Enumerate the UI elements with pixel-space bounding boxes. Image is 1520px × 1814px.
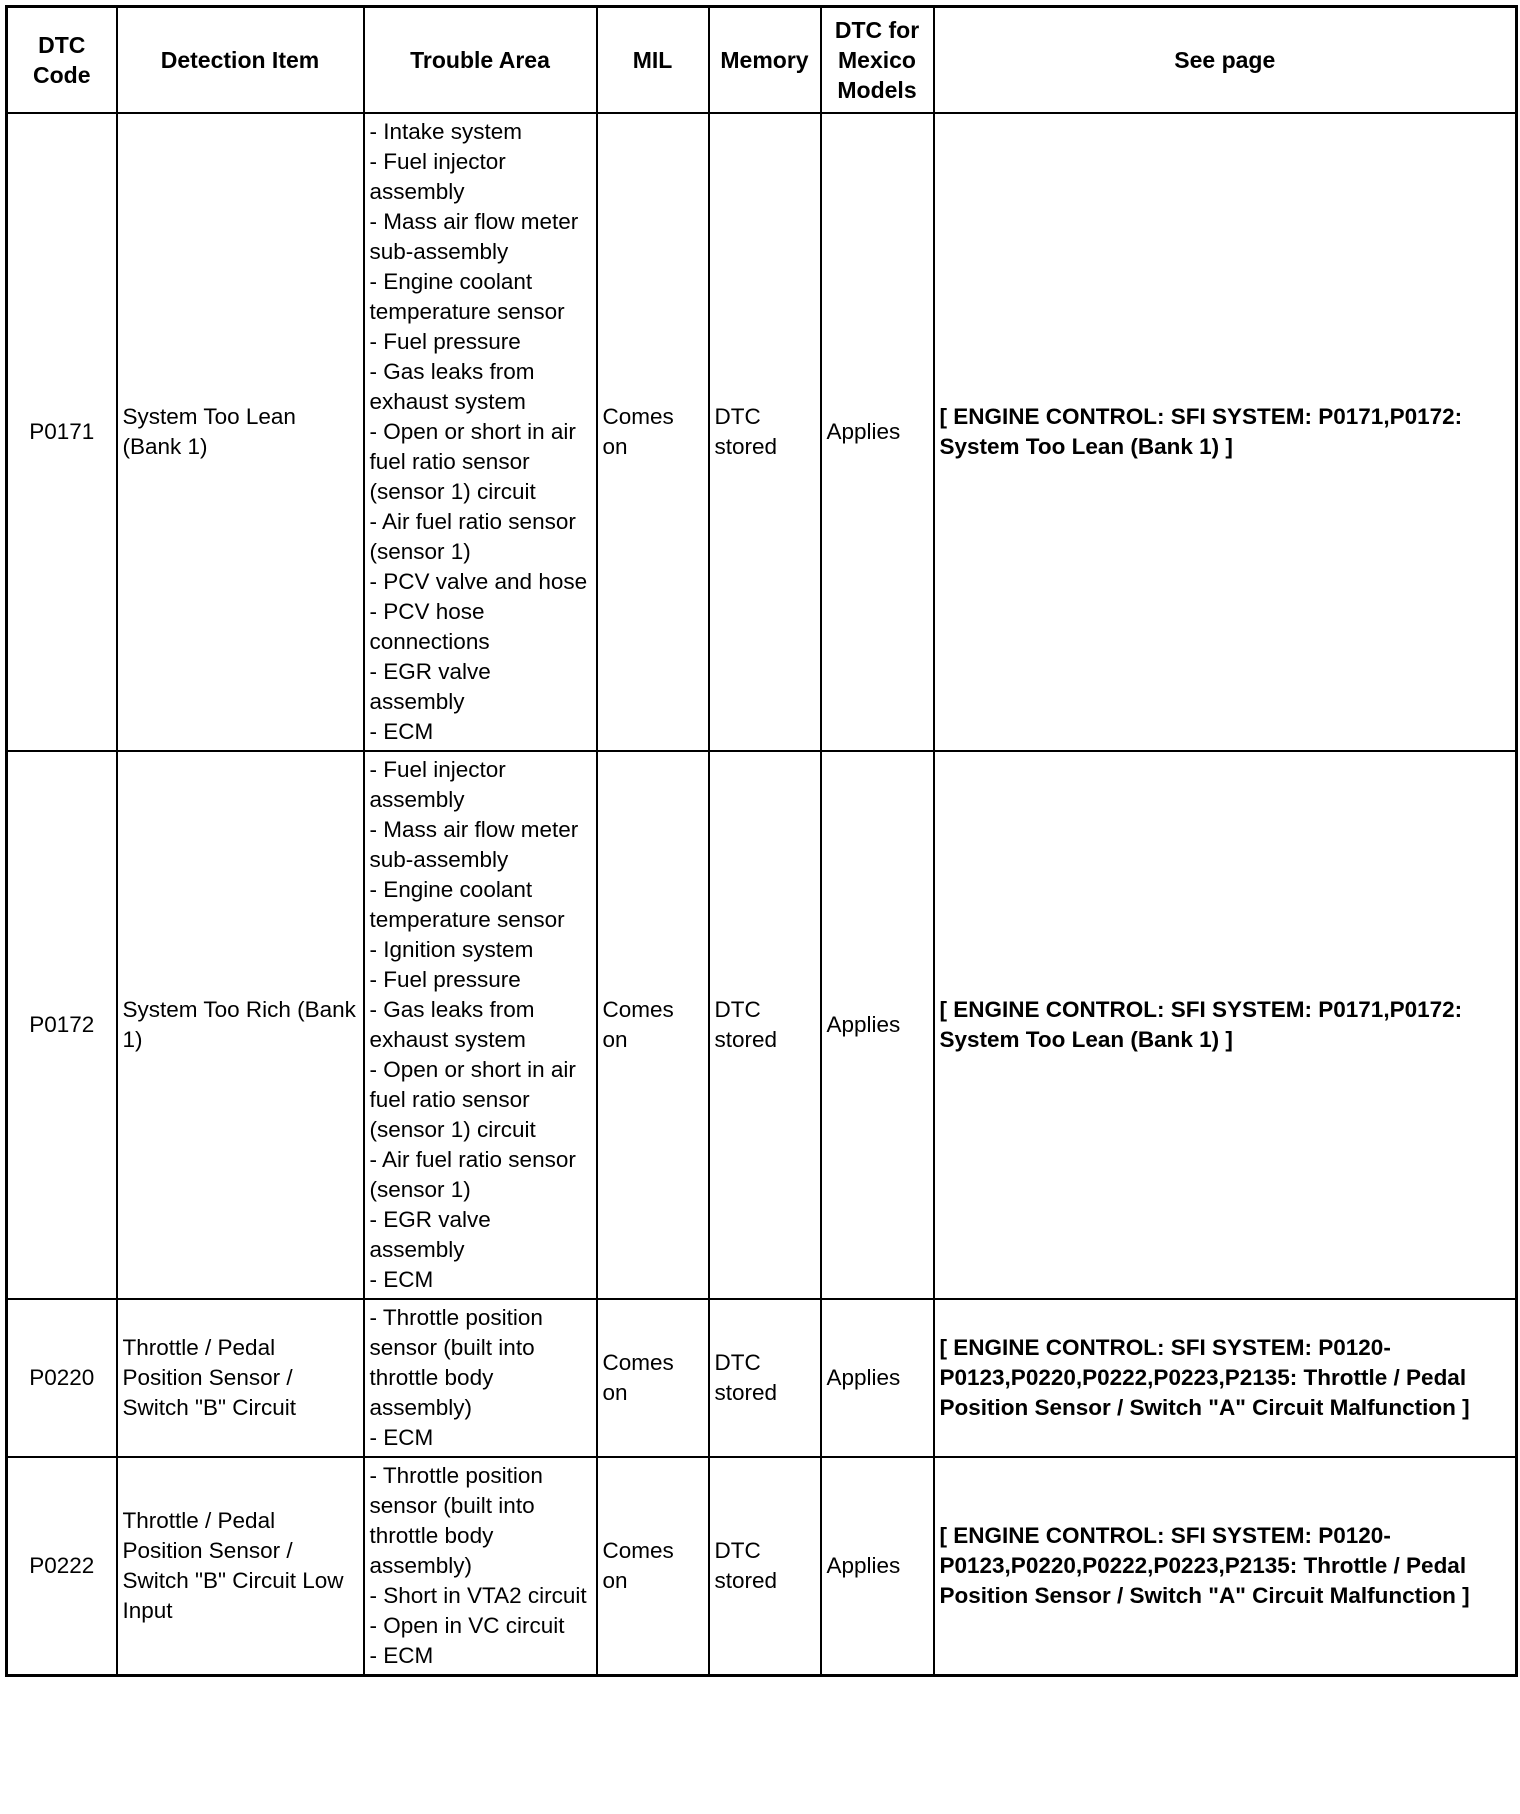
dtc-code-cell: P0222 — [7, 1457, 117, 1676]
dtc-code-cell: P0172 — [7, 751, 117, 1299]
header-detection-item: Detection Item — [117, 7, 364, 114]
trouble-area-item: - Fuel injector assembly — [369, 757, 506, 812]
trouble-area-item: - Open or short in air fuel ratio sensor (sensor 1) circuit — [369, 419, 576, 504]
see-page-link[interactable]: [ ENGINE CONTROL: SFI SYSTEM: P0171,P0172: System Too Lean (Bank 1) ] — [934, 751, 1517, 1299]
trouble-area-item: - ECM — [369, 1643, 434, 1668]
trouble-area-cell — [364, 113, 597, 751]
mexico-cell: Applies — [821, 1457, 934, 1676]
trouble-area-item: - Air fuel ratio sensor (sensor 1) — [369, 1147, 576, 1202]
trouble-area-item: - Mass air flow meter sub-assembly — [369, 209, 579, 264]
mexico-cell: Applies — [821, 751, 934, 1299]
dtc-table — [5, 5, 1518, 1677]
trouble-area-cell — [364, 751, 597, 1299]
header-see-page: See page — [934, 7, 1517, 114]
trouble-area-item: - Open in VC circuit — [369, 1613, 565, 1638]
trouble-area-item: - Fuel pressure — [369, 967, 521, 992]
trouble-area-item: - Engine coolant temperature sensor — [369, 269, 565, 324]
trouble-area-item: - Gas leaks from exhaust system — [369, 359, 535, 414]
dtc-code-cell: P0220 — [7, 1299, 117, 1457]
trouble-area-item: - Fuel pressure — [369, 329, 521, 354]
header-dtc-mexico: DTC for Mexico Models — [821, 7, 934, 114]
trouble-area-item: - Short in VTA2 circuit — [369, 1583, 587, 1608]
trouble-area-item: - Ignition system — [369, 937, 534, 962]
trouble-area-item: - Fuel injector assembly — [369, 149, 506, 204]
memory-cell: DTC stored — [709, 1457, 821, 1676]
trouble-area-cell — [364, 1299, 597, 1457]
trouble-area-item: - EGR valve assembly — [369, 659, 491, 714]
detection-item-cell: Throttle / Pedal Position Sensor / Switch "B" Circuit — [117, 1299, 364, 1457]
mil-cell: Comes on — [597, 1299, 709, 1457]
mil-cell: Comes on — [597, 751, 709, 1299]
trouble-area-item: - Open or short in air fuel ratio sensor (sensor 1) circuit — [369, 1057, 576, 1142]
header-row — [7, 7, 1517, 114]
mil-cell: Comes on — [597, 113, 709, 751]
trouble-area-item: - Mass air flow meter sub-assembly — [369, 817, 579, 872]
table-row — [7, 1299, 1517, 1457]
trouble-area-item: - PCV valve and hose — [369, 569, 588, 594]
memory-cell: DTC stored — [709, 1299, 821, 1457]
memory-cell: DTC stored — [709, 113, 821, 751]
trouble-area-item: - ECM — [369, 1267, 434, 1292]
dtc-code-cell: P0171 — [7, 113, 117, 751]
trouble-area-item: - Engine coolant temperature sensor — [369, 877, 565, 932]
trouble-area-item: - ECM — [369, 719, 434, 744]
mexico-cell: Applies — [821, 113, 934, 751]
header-dtc-code: DTC Code — [7, 7, 117, 114]
header-memory: Memory — [709, 7, 821, 114]
trouble-area-item: - Throttle position sensor (built into throttle body assembly) — [369, 1463, 543, 1578]
detection-item-cell: System Too Lean (Bank 1) — [117, 113, 364, 751]
header-mil: MIL — [597, 7, 709, 114]
mexico-cell: Applies — [821, 1299, 934, 1457]
detection-item-cell: System Too Rich (Bank 1) — [117, 751, 364, 1299]
trouble-area-item: - EGR valve assembly — [369, 1207, 491, 1262]
header-trouble-area: Trouble Area — [364, 7, 597, 114]
trouble-area-item: - ECM — [369, 1425, 434, 1450]
trouble-area-item: - PCV hose connections — [369, 599, 490, 654]
see-page-link[interactable]: [ ENGINE CONTROL: SFI SYSTEM: P0120-P0123,P0220,P0222,P0223,P2135: Throttle / Pedal Position Sensor / Switch "A" Circuit Malfunction ] — [934, 1299, 1517, 1457]
see-page-link[interactable]: [ ENGINE CONTROL: SFI SYSTEM: P0120-P0123,P0220,P0222,P0223,P2135: Throttle / Pedal Position Sensor / Switch "A" Circuit Malfunction ] — [934, 1457, 1517, 1676]
trouble-area-cell — [364, 1457, 597, 1676]
table-row — [7, 751, 1517, 1299]
detection-item-cell: Throttle / Pedal Position Sensor / Switch "B" Circuit Low Input — [117, 1457, 364, 1676]
trouble-area-item: - Throttle position sensor (built into throttle body assembly) — [369, 1305, 543, 1420]
trouble-area-item: - Air fuel ratio sensor (sensor 1) — [369, 509, 576, 564]
trouble-area-item: - Gas leaks from exhaust system — [369, 997, 535, 1052]
table-row — [7, 1457, 1517, 1676]
trouble-area-item: - Intake system — [369, 119, 523, 144]
table-row — [7, 113, 1517, 751]
see-page-link[interactable]: [ ENGINE CONTROL: SFI SYSTEM: P0171,P0172: System Too Lean (Bank 1) ] — [934, 113, 1517, 751]
mil-cell: Comes on — [597, 1457, 709, 1676]
memory-cell: DTC stored — [709, 751, 821, 1299]
